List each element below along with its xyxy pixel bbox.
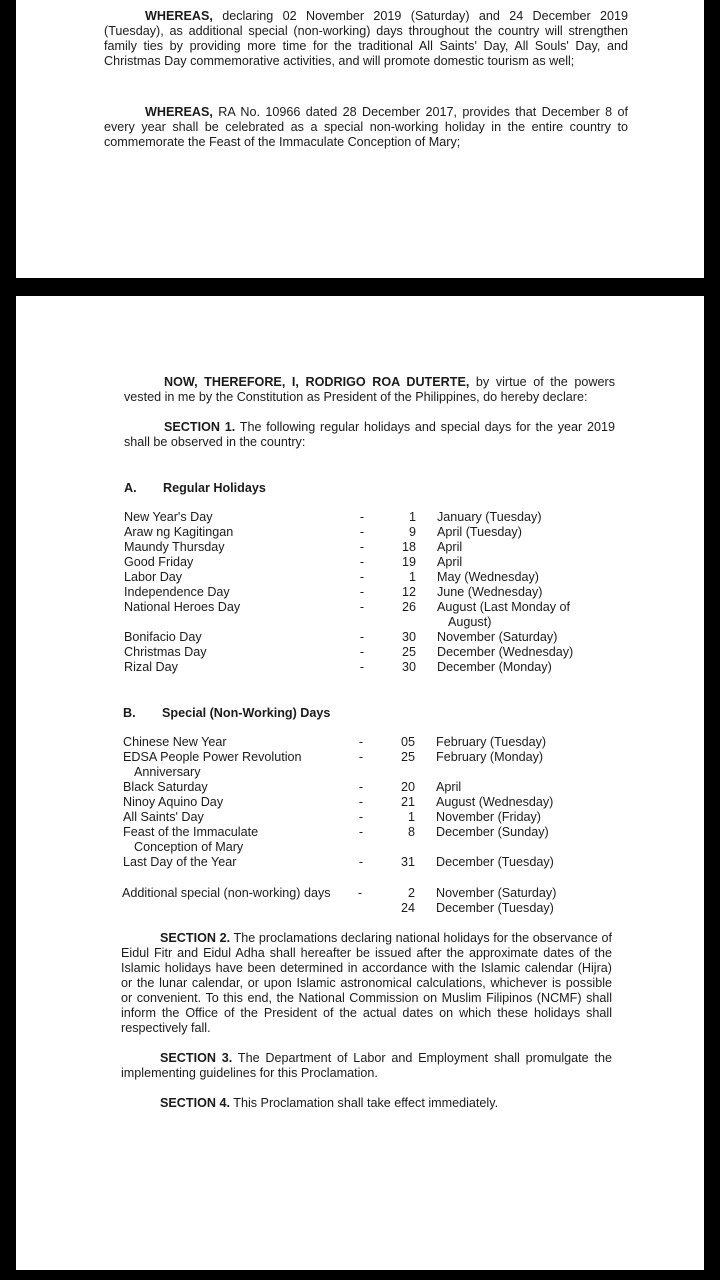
- now-therefore-text: by virtue of the powers vested in me by the Constitution as President of the Philippines, do hereby declare:: [124, 375, 615, 404]
- document-page-2: [16, 296, 704, 1270]
- holiday-month: November (Saturday): [436, 886, 557, 900]
- holiday-name-continued: Anniversary: [134, 765, 201, 779]
- holiday-name-continued: Conception of Mary: [134, 840, 244, 854]
- holiday-month: December (Tuesday): [436, 855, 554, 869]
- now-therefore-lead: NOW, THEREFORE, I, RODRIGO ROA DUTERTE,: [164, 375, 470, 389]
- holiday-month: February (Monday): [436, 750, 544, 764]
- holiday-month: August (Wednesday): [436, 795, 554, 809]
- holiday-name: New Year's Day: [124, 510, 213, 524]
- holiday-day: 05: [400, 735, 415, 749]
- section-1-text: The following regular holidays and special days for the year 2019 shall be observed in the country:: [124, 420, 615, 449]
- holiday-name: Christmas Day: [124, 645, 207, 659]
- holiday-name: Independence Day: [124, 585, 230, 599]
- holiday-name: National Heroes Day: [124, 600, 241, 614]
- holiday-month: April: [437, 555, 463, 569]
- holiday-name: Chinese New Year: [123, 735, 227, 749]
- section-4-paragraph: [121, 1096, 612, 1111]
- holiday-month: December (Monday): [437, 660, 552, 674]
- holiday-day: 1: [407, 810, 415, 824]
- holiday-dash: -: [358, 780, 364, 794]
- section-2-text: The proclamations declaring national holidays for the observance of Eidul Fitr and Eidul Adha shall hereafter be issued after the approximate dates of the Islamic holidays have been determined in accordance with the Islamic calendar (Hijra) or the lunar calendar, or upon Islamic astronomical calculations, whichever is possible or convenient. To this end, the National Commission on Muslim Filipinos (NCMF) shall inform the Office of the President of the actual dates on which these holidays shall respectively fall.: [121, 931, 612, 1035]
- holiday-name: Maundy Thursday: [124, 540, 225, 554]
- section-1-lead: SECTION 1.: [164, 420, 236, 434]
- holiday-day: 25: [401, 645, 416, 659]
- whereas-text: declaring 02 November 2019 (Saturday) and 24 December 2019 (Tuesday), as additional special (non-working) days throughout the country will strengthen family ties by providing more time for the traditional All Saints' Day, All Souls' Day, and Christmas Day commemorative activities, and will promote domestic tourism as well;: [104, 9, 628, 68]
- holiday-dash: -: [359, 540, 365, 554]
- section-b-heading: Special (Non-Working) Days: [162, 706, 331, 720]
- section-a-letter: A.: [124, 481, 137, 495]
- holiday-month: August (Last Monday of: [437, 600, 571, 614]
- holiday-name: Additional special (non-working) days: [122, 886, 331, 900]
- holiday-name: Araw ng Kagitingan: [124, 525, 234, 539]
- holiday-month: November (Saturday): [437, 630, 558, 644]
- holiday-month: November (Friday): [436, 810, 541, 824]
- holiday-day: 1: [408, 570, 416, 584]
- holiday-dash: -: [359, 555, 365, 569]
- holiday-dash: -: [359, 660, 365, 674]
- holiday-dash: -: [359, 630, 365, 644]
- section-4-lead: SECTION 4.: [160, 1096, 230, 1110]
- holiday-day: 9: [408, 525, 416, 539]
- holiday-dash: -: [358, 750, 364, 764]
- holiday-month: April (Tuesday): [437, 525, 522, 539]
- holiday-month: April: [437, 540, 463, 554]
- holiday-month-continued: August): [448, 615, 492, 629]
- holiday-name: Labor Day: [124, 570, 183, 584]
- section-3-paragraph: [121, 1051, 612, 1081]
- holiday-dash: -: [358, 810, 364, 824]
- holiday-dash: -: [359, 510, 365, 524]
- whereas-paragraph-1: [104, 9, 628, 69]
- section-3-lead: SECTION 3.: [160, 1051, 233, 1065]
- section-a-heading: Regular Holidays: [163, 481, 266, 495]
- holiday-day: 19: [401, 555, 416, 569]
- holiday-dash: -: [357, 886, 363, 900]
- holiday-name: All Saints' Day: [123, 810, 204, 824]
- holiday-day: 24: [400, 901, 415, 915]
- section-2-lead: SECTION 2.: [160, 931, 231, 945]
- holiday-name: Rizal Day: [124, 660, 178, 674]
- holiday-dash: -: [358, 735, 364, 749]
- holiday-name: EDSA People Power Revolution: [123, 750, 302, 764]
- holiday-month: June (Wednesday): [437, 585, 543, 599]
- holiday-day: 26: [401, 600, 416, 614]
- holiday-month: December (Wednesday): [437, 645, 574, 659]
- holiday-dash: -: [358, 855, 364, 869]
- section-b-letter: B.: [123, 706, 136, 720]
- holiday-name: Black Saturday: [123, 780, 208, 794]
- section-3-text: The Department of Labor and Employment shall promulgate the implementing guidelines for this Proclamation.: [121, 1051, 612, 1080]
- now-therefore-paragraph: [124, 375, 615, 405]
- holiday-month: May (Wednesday): [437, 570, 539, 584]
- document-page-1: [16, 0, 704, 278]
- holiday-day: 31: [400, 855, 415, 869]
- holiday-day: 2: [407, 886, 415, 900]
- whereas-text: RA No. 10966 dated 28 December 2017, provides that December 8 of every year shall be celebrated as a special non-working holiday in the entire country to commemorate the Feast of the Immaculate Conception of Mary;: [104, 105, 628, 149]
- holiday-month: February (Tuesday): [436, 735, 547, 749]
- whereas-lead: WHEREAS,: [145, 105, 213, 119]
- section-2-paragraph: [121, 931, 612, 1036]
- holiday-day: 1: [408, 510, 416, 524]
- holiday-month: April: [436, 780, 462, 794]
- holiday-dash: -: [359, 525, 365, 539]
- holiday-month: December (Tuesday): [436, 901, 554, 915]
- whereas-lead: WHEREAS,: [145, 9, 213, 23]
- holiday-day: 18: [401, 540, 416, 554]
- holiday-month: January (Tuesday): [437, 510, 542, 524]
- holiday-day: 25: [400, 750, 415, 764]
- holiday-day: 8: [407, 825, 415, 839]
- holiday-dash: -: [359, 645, 365, 659]
- holiday-name: Feast of the Immaculate: [123, 825, 259, 839]
- holiday-month: December (Sunday): [436, 825, 549, 839]
- holiday-day: 21: [400, 795, 415, 809]
- holiday-day: 30: [401, 660, 416, 674]
- holiday-day: 20: [400, 780, 415, 794]
- holiday-name: Bonifacio Day: [124, 630, 202, 644]
- section-4-text: This Proclamation shall take effect immediately.: [229, 1096, 499, 1110]
- holiday-name: Good Friday: [124, 555, 194, 569]
- holiday-name: Ninoy Aquino Day: [123, 795, 224, 809]
- holiday-dash: -: [359, 600, 365, 614]
- holiday-dash: -: [358, 795, 364, 809]
- holiday-dash: -: [359, 585, 365, 599]
- holiday-name: Last Day of the Year: [123, 855, 237, 869]
- section-1-paragraph: [124, 420, 615, 450]
- whereas-paragraph-2: [104, 105, 628, 150]
- holiday-dash: -: [359, 570, 365, 584]
- holiday-day: 30: [401, 630, 416, 644]
- holiday-day: 12: [401, 585, 416, 599]
- holiday-dash: -: [358, 825, 364, 839]
